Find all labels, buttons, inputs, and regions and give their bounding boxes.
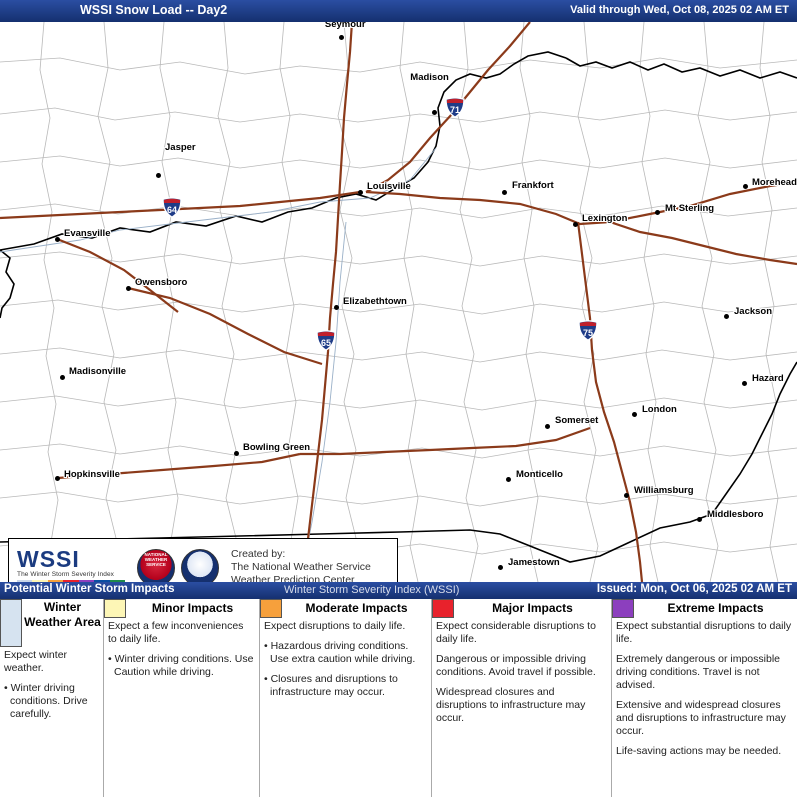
city-label: Frankfort	[512, 180, 554, 191]
legend-swatch-extreme-impacts	[612, 599, 634, 618]
legend-line: Extensive and widespread closures and disruptions to infrastructure may occur.	[616, 699, 786, 737]
legend-column-major-impacts	[432, 599, 612, 797]
issued-text: Issued: Mon, Oct 06, 2025 02 AM ET	[596, 583, 792, 595]
legend-line: Life-saving actions may be needed.	[616, 745, 782, 757]
nws-seal-icon	[137, 549, 175, 582]
wssi-subtitle: The Winter Storm Severity Index	[17, 571, 115, 578]
legend-body-extreme-impacts	[612, 618, 797, 758]
legend-line: • Winter driving conditions. Drive carefully.	[4, 682, 88, 720]
city-label: Jamestown	[508, 557, 560, 568]
city-dot	[545, 424, 550, 429]
created-by-block	[231, 548, 371, 582]
city-dot	[339, 35, 344, 40]
city-dot	[156, 173, 161, 178]
interstate-shield-icon	[445, 97, 465, 118]
city-dot	[742, 381, 747, 386]
legend-line: Expect substantial disruptions to daily life.	[616, 620, 792, 645]
city-dot	[743, 184, 748, 189]
legend-body-moderate-impacts	[260, 618, 431, 699]
legend-body-major-impacts	[432, 618, 611, 725]
city-dot	[506, 477, 511, 482]
legend-title-moderate-impacts: Moderate Impacts	[305, 601, 408, 615]
legend-line: Expect winter weather.	[4, 649, 68, 674]
created-by-line-1: Created by:	[231, 548, 286, 560]
wssi-color-bar-segment	[63, 580, 78, 582]
city-label: Louisville	[367, 181, 411, 192]
wssi-color-bar-segment	[48, 580, 63, 582]
legend-body-winter-weather-area	[0, 647, 103, 721]
legend-body-minor-impacts	[104, 618, 259, 679]
city-dot	[498, 565, 503, 570]
legend-column-extreme-impacts	[612, 599, 797, 797]
legend-title-extreme-impacts: Extreme Impacts	[667, 601, 764, 615]
city-label: Owensboro	[135, 277, 188, 288]
valid-through-text: Valid through Wed, Oct 08, 2025 02 AM ET	[570, 4, 789, 16]
city-dot	[573, 222, 578, 227]
legend-line: Widespread closures and disruptions to infrastructure may occur.	[436, 686, 586, 724]
city-dot	[632, 412, 637, 417]
legend-line: • Hazardous driving conditions. Use extra caution while driving.	[264, 640, 416, 665]
interstate-shield-icon	[162, 197, 182, 218]
legend-title-major-impacts: Major Impacts	[492, 601, 573, 615]
city-dot	[234, 451, 239, 456]
created-by-line-3: Weather Prediction Center	[231, 574, 355, 582]
legend-line: • Winter driving conditions. Use Caution while driving.	[108, 653, 254, 678]
city-label: Elizabethtown	[343, 296, 407, 307]
header-bar	[0, 0, 797, 22]
city-dot	[358, 190, 363, 195]
wssi-color-bar	[17, 580, 125, 582]
legend-line: Dangerous or impossible driving conditions. Avoid travel if possible.	[436, 653, 596, 678]
city-dot	[655, 210, 660, 215]
interstate-number: 75	[582, 328, 593, 338]
city-label: Somerset	[555, 415, 599, 426]
city-dot	[60, 375, 65, 380]
legend-swatch-winter-weather-area	[0, 599, 22, 647]
wssi-color-bar-segment	[17, 580, 32, 582]
interstate-number: 64	[166, 205, 177, 215]
interstate-number: 71	[449, 105, 460, 115]
city-dot	[724, 314, 729, 319]
city-dot	[126, 286, 131, 291]
city-label: Bowling Green	[243, 442, 311, 453]
city-label: Mt Sterling	[665, 203, 715, 214]
wssi-logo-box	[8, 538, 398, 582]
legend-column-winter-weather-area	[0, 599, 104, 797]
city-label: London	[642, 404, 677, 415]
city-label: Williamsburg	[634, 485, 694, 496]
wssi-subtitle-text: Winter Storm Severity Index (WSSI)	[284, 584, 460, 596]
city-dot	[432, 110, 437, 115]
impacts-header-bar	[0, 582, 797, 599]
city-label: Hazard	[752, 373, 784, 384]
city-dot	[334, 305, 339, 310]
city-label: Seymour	[324, 22, 366, 30]
interstate-number: 65	[320, 338, 331, 348]
noaa-seal-label: NOAA	[193, 576, 207, 581]
city-label: Evansville	[64, 228, 111, 239]
wssi-color-bar-segment	[110, 580, 125, 582]
legend-swatch-moderate-impacts	[260, 599, 282, 618]
city-dot	[624, 493, 629, 498]
impacts-title: Potential Winter Storm Impacts	[4, 583, 175, 595]
legend-line: Extremely dangerous or impossible driving conditions. Travel is not advised.	[616, 653, 780, 691]
legend-line: Expect a few inconveniences to daily life.	[108, 620, 244, 645]
legend-panel	[0, 599, 797, 797]
city-dot	[55, 476, 60, 481]
city-label: Madisonville	[69, 366, 127, 377]
legend-swatch-minor-impacts	[104, 599, 126, 618]
created-by-line-2: The National Weather Service	[231, 561, 371, 573]
legend-column-moderate-impacts	[260, 599, 432, 797]
wssi-wordmark: WSSI	[17, 546, 80, 572]
noaa-seal-icon	[181, 549, 219, 582]
wssi-color-bar-segment	[32, 580, 47, 582]
city-label: Monticello	[516, 469, 563, 480]
city-label: Jasper	[165, 142, 196, 153]
legend-swatch-major-impacts	[432, 599, 454, 618]
wssi-color-bar-segment	[94, 580, 109, 582]
city-label: Lexington	[582, 213, 628, 224]
city-dot	[697, 517, 702, 522]
city-dot	[55, 237, 60, 242]
nws-seal-label: NATIONAL WEATHER SERVICE	[144, 552, 168, 567]
legend-line: Expect considerable disruptions to daily life.	[436, 620, 596, 645]
legend-line: Expect disruptions to daily life.	[264, 620, 406, 632]
wssi-logo	[17, 547, 125, 582]
city-label: Hopkinsville	[64, 469, 120, 480]
city-label: Jackson	[734, 306, 773, 317]
legend-column-minor-impacts	[104, 599, 260, 797]
wssi-color-bar-segment	[79, 580, 94, 582]
legend-line: • Closures and disruptions to infrastructure may occur.	[264, 673, 398, 698]
map-canvas[interactable]	[0, 22, 797, 582]
page-title: WSSI Snow Load -- Day2	[80, 3, 228, 17]
city-label: Middlesboro	[707, 509, 764, 520]
interstate-shield-icon	[578, 320, 598, 341]
city-dot	[502, 190, 507, 195]
city-label: Morehead	[752, 177, 797, 188]
city-label: Madison	[410, 72, 449, 83]
interstate-shield-icon	[316, 330, 336, 351]
legend-title-minor-impacts: Minor Impacts	[151, 601, 234, 615]
legend-title-winter-weather-area: Winter Weather Area	[24, 600, 101, 629]
